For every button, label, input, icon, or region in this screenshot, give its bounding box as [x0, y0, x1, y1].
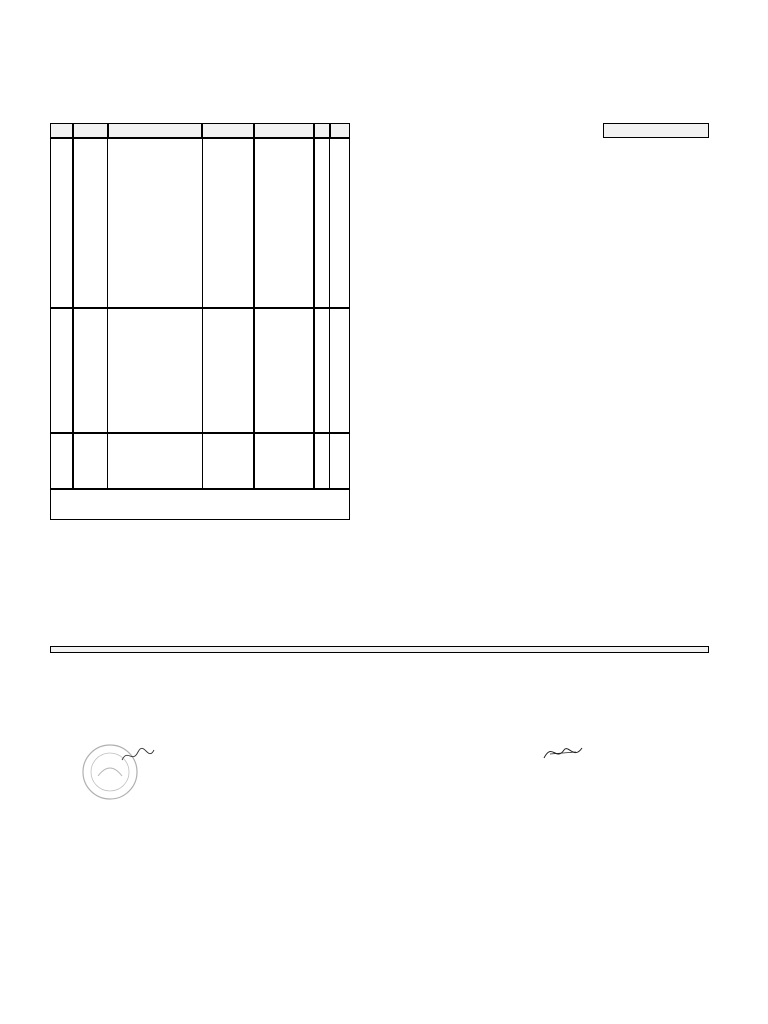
header-smt: [330, 123, 350, 138]
col-nomor: [73, 138, 108, 489]
col-elemen: [254, 138, 314, 489]
col-tema: [202, 138, 254, 489]
signature-right-icon: [540, 740, 586, 764]
header-no: [50, 123, 73, 138]
footer-box: [50, 489, 350, 520]
header-nomor-atp: [73, 123, 108, 138]
header-atp: [108, 123, 202, 138]
signature-left-icon: [118, 744, 158, 766]
col-jp: [314, 138, 330, 489]
col-no: [50, 138, 73, 489]
header-elemen: [254, 123, 314, 138]
row-atp: [110, 434, 200, 488]
header-tema: [202, 123, 254, 138]
calendar-grid: [350, 123, 603, 523]
header-jp: [314, 123, 330, 138]
header-ket: [603, 123, 709, 138]
jumlah-row: [50, 646, 709, 653]
program-table: [50, 123, 709, 523]
